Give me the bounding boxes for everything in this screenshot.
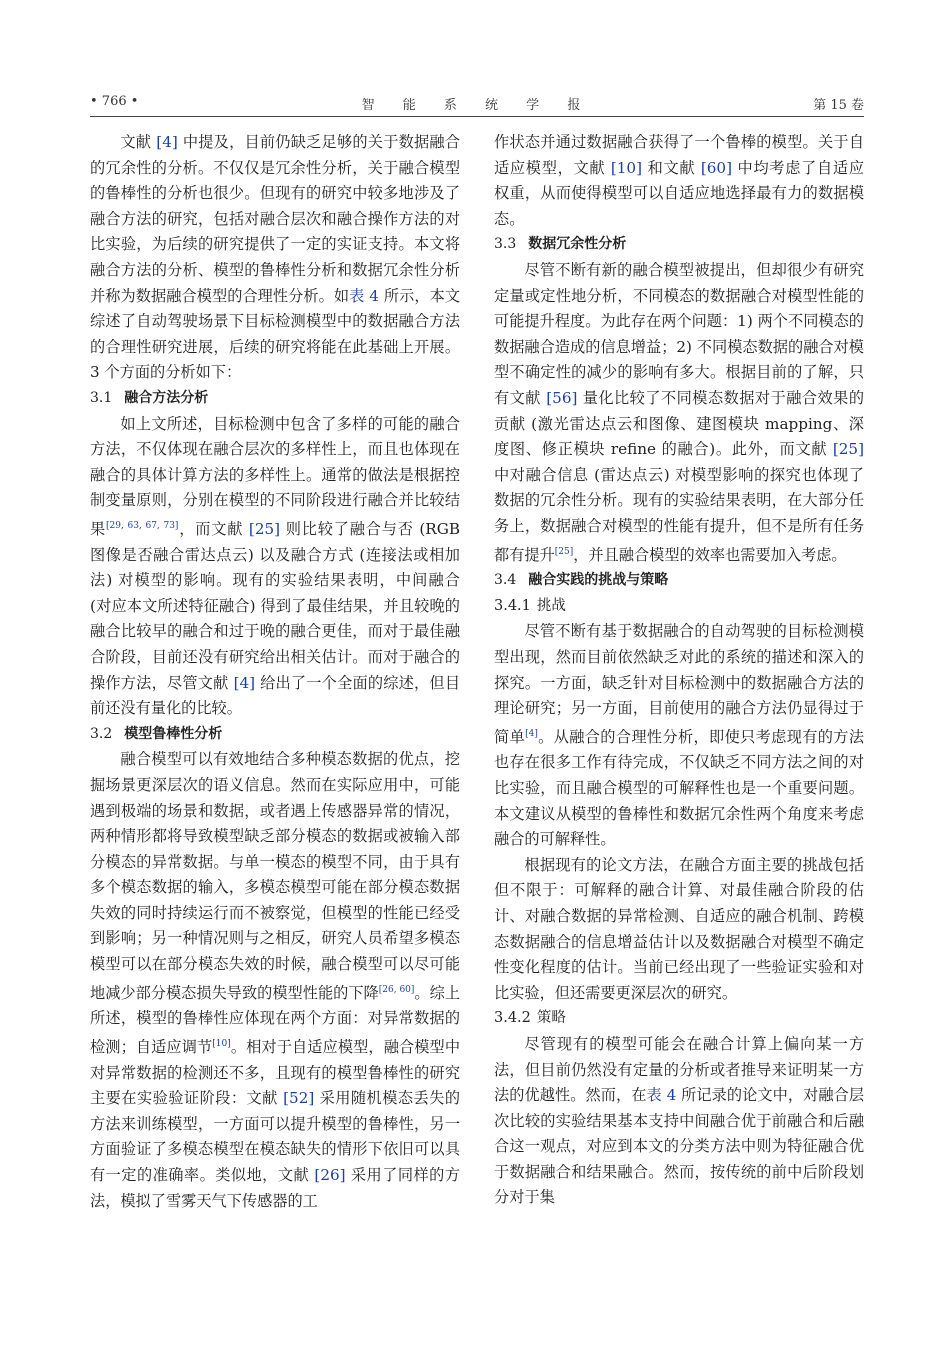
paragraph-redundancy: 尽管不断有新的融合模型被提出，但却很少有研究定量或定性地分析，不同模态的数据融合对模型性能的可能提升程度。为此存在两个问题：1) 两个不同模态的数据融合造成的信息增益；2) 不同模态数据的融合对模型不确定性的减少的影响有多大。根据目前的了解，只有文献 [56] 量化比较了不同模态数据对于融合效果的贡献 (激光雷达点云和图像、建图模块 mapping、深度图、修正模块 refine 的融合)。此外，而文献 [25] 中对融合信息 (雷达点云) 对模型影响的探究也体现了数据的冗余性分析。现有的实验结果表明，在大部分任务上，数据融合对模型的性能有提升，但不是所有任务都有提升[25]，并且融合模型的效率也需要加入考虑。 (494, 260, 865, 564)
citation-link[interactable]: [60] (700, 158, 732, 177)
section-heading-3-2: 3.2 模型鲁棒性分析 (90, 725, 223, 742)
citation-link[interactable]: [10] (610, 158, 643, 177)
citation-link[interactable]: [10] (212, 1038, 231, 1049)
paragraph-fusion-methods: 如上文所述，目标检测中包含了多样的可能的融合方法，不仅体现在融合层次的多样性上，而且也体现在融合的具体计算方法的多样性上。通常的做法是根据控制变量原则，分别在模型的不同阶段进行融合并比较结果[29, 63, 67, 73]，而文献 [25] 则比较了融合与否 (RGB 图像是否融合雷达点云) 以及融合方式 (连接法或相加法) 对模型的影响。现有的实验结果表明，中间融合 (对应本文所述特征融合) 得到了最佳结果，并且较晚的融合比较早的融合和过于晚的融合更佳，而对于最佳融合阶段，目前还没有研究给出相关估计。而对于融合的操作方法，尽管文献 [4] 给出了一个全面的综述，但目前还没有量化的比较。 (90, 414, 461, 718)
paragraph-challenge-list: 根据现有的论文方法，在融合方面主要的挑战包括但不限于：可解释的融合计算、对最佳融合阶段的估计、对融合数据的异常检测、自适应的融合机制、跨模态数据融合的信息增益估计以及数据融合对模型不确定性变化程度的估计。当前已经出现了一些验证实验和对比实验，但还需要更深层次的研究。 (494, 855, 864, 1002)
section-heading-3-1: 3.1 融合方法分析 (90, 389, 209, 406)
subsection-heading-3-4-2: 3.4.2 策略 (494, 1010, 566, 1027)
citation-link[interactable]: [4] (233, 673, 256, 692)
paragraph-robustness-cont: 作状态并通过数据融合获得了一个鲁棒的模型。关于自适应模型，文献 [10] 和文献 [60] 中均考虑了自适应权重，从而使得模型可以自适应地选择最有力的数据模态。 (494, 133, 865, 228)
citation-link[interactable]: [25] (248, 519, 281, 538)
page-number: • 766 • (90, 94, 139, 109)
citation-link[interactable]: [25] (554, 546, 574, 557)
paragraph-strategy: 尽管现有的模型可能会在融合计算上偏向某一方法，但目前仍然没有定量的分析或者推导来证明某一方法的优越性。然而，在表 4 所记录的论文中，对融合层次比较的实验结果基本支持中间融合优于前融合和后融合这一观点，对应到本文的分类方法中则为特征融合优于数据融合和结果融合。然而，按传统的前中后阶段划分对于集 (494, 1034, 865, 1207)
section-heading-3-3: 3.3 数据冗余性分析 (494, 236, 627, 253)
citation-link[interactable]: [4] (156, 133, 178, 151)
subsection-heading-3-4-1: 3.4.1 挑战 (494, 597, 566, 614)
paragraph-intro: 文献 [4] 中提及，目前仍缺乏足够的关于数据融合的冗余性的分析。不仅仅是冗余性分析，关于融合模型的鲁棒性的分析也很少。但现有的研究中较多地涉及了融合方法的研究，包括对融合层次和融合操作方法的对比实验，为后续的研究提供了一定的实证支持。本文将融合方法的分析、模型的鲁棒性分析和数据冗余性分析并称为数据融合模型的合理性分析。如表 4 所示，本文综述了自动驾驶场景下目标检测模型中的数据融合方法的合理性研究进展，后续的研究将能在此基础上开展。3 个方面的分析如下： (90, 133, 461, 382)
left-column (90, 130, 460, 1214)
right-column (494, 130, 864, 1211)
citation-link[interactable]: [4] (525, 728, 538, 739)
journal-title: 智 能 系 统 学 报 (361, 98, 593, 113)
citation-link[interactable]: [26] (314, 1165, 346, 1184)
citation-link[interactable]: [56] (546, 388, 578, 407)
table-4-link[interactable]: 表 4 (349, 286, 379, 305)
paragraph-robustness: 融合模型可以有效地结合多种模态数据的优点，挖掘场景更深层次的语义信息。然而在实际应用中，可能遇到极端的场景和数据，或者遇上传感器异常的情况，两种情形都将导致模型缺乏部分模态的数据或被输入部分模态的异常数据。与单一模态的模型不同，由于具有多个模态数据的输入，多模态模型可能在部分模态数据失效的同时持续运行而不被察觉，但模型的性能已经受到影响；另一种情况则与之相反，研究人员希望多模态模型可以在部分模态失效的时候，融合模型可以尽可能地减少部分模态损失导致的模型性能的下降[26, 60]。综上所述，模型的鲁棒性应体现在两个方面：对异常数据的检测；自适应调节[10]。相对于自适应模型，融合模型中对异常数据的检测还不多，且现有的模型鲁棒性的研究主要在实验验证阶段：文献 [52] 采用随机模态丢失的方法来训练模型，一方面可以提升模型的鲁棒性，另一方面验证了多模态模型在模态缺失的情形下依旧可以具有一定的准确率。类似地，文献 [26] 采用了同样的方法，模拟了雪雾天气下传感器的工 (90, 750, 461, 1210)
paragraph-challenges: 尽管不断有基于数据融合的自动驾驶的目标检测模型出现，然而目前依然缺乏对此的系统的描述和深入的探究。一方面，缺乏针对目标检测中的数据融合方法的理论研究；另一方面，目前使用的融合方法仍显得过于简单[4]。从融合的合理性分析，即使只考虑现有的方法也存在很多工作有待完成，不仅缺乏不同方法之间的对比实验，而且融合模型的可解释性也是一个重要问题。本文建议从模型的鲁棒性和数据冗余性两个角度来考虑融合的可解释性。 (494, 622, 865, 849)
section-heading-3-4: 3.4 融合实践的挑战与策略 (494, 572, 669, 589)
volume-label: 第 15 卷 (813, 98, 864, 113)
citation-link[interactable]: [52] (283, 1089, 315, 1108)
citation-link[interactable]: [25] (832, 440, 864, 459)
citation-link[interactable]: [29, 63, 67, 73] (106, 520, 179, 531)
running-header (90, 92, 864, 114)
header-divider (90, 116, 864, 117)
citation-link[interactable]: [26, 60] (378, 984, 415, 995)
table-4-link[interactable]: 表 4 (646, 1086, 677, 1105)
